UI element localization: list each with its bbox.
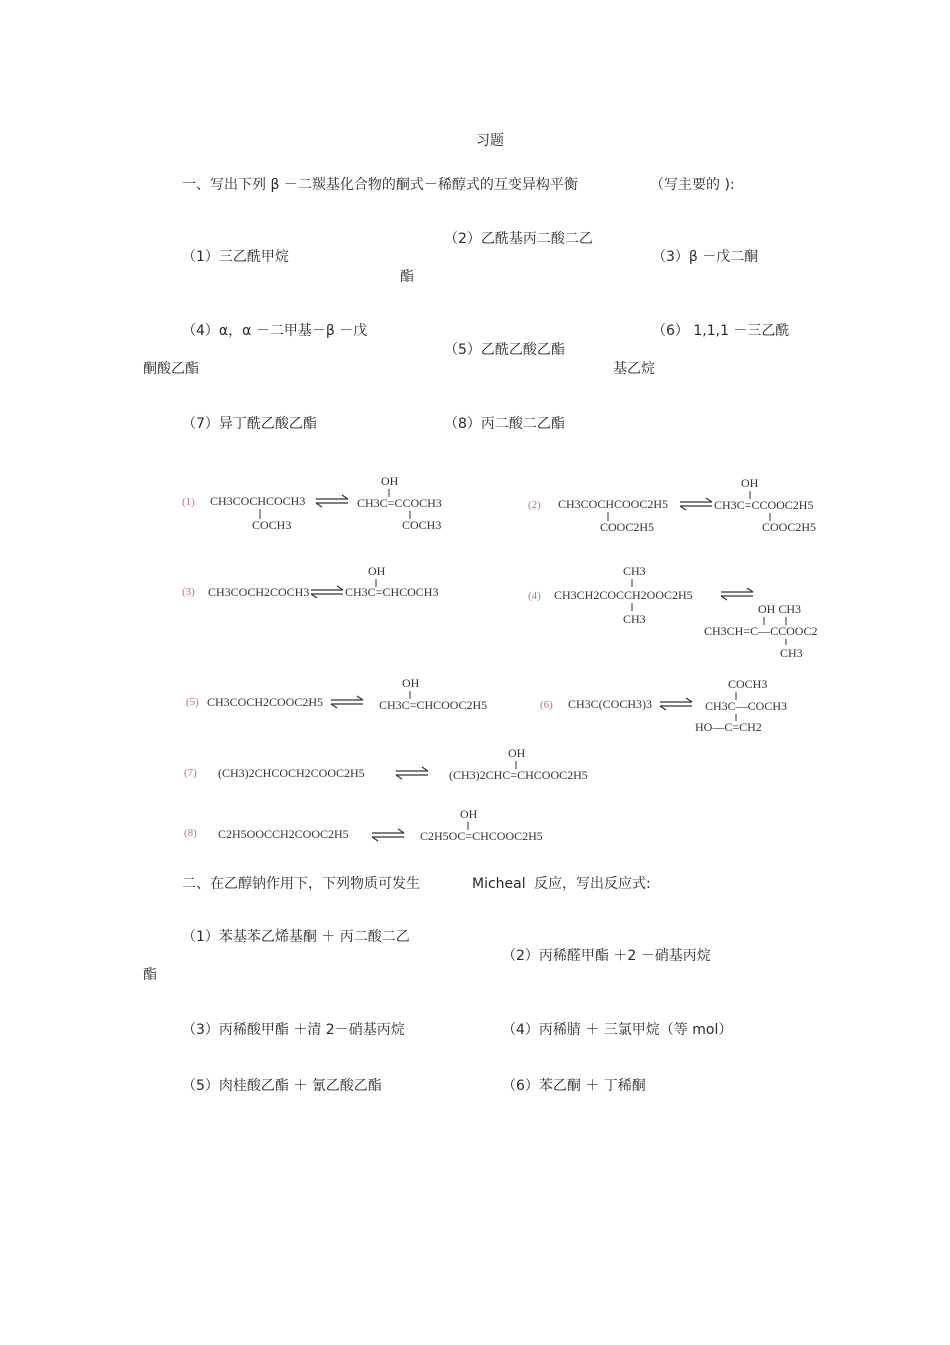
reaction-4-right: CH3CH=C—CCOOC2 xyxy=(704,624,818,638)
reaction-6-right-sub: HO—C=CH2 xyxy=(695,720,762,734)
reaction-1-left: CH3COCHCOCH3 xyxy=(210,494,306,508)
reaction-5-right-oh: OH xyxy=(402,676,420,690)
reaction-4-right-sub: CH3 xyxy=(780,646,803,660)
s1-item-6: （6） 1,1,1 －三乙酰 xyxy=(652,323,790,339)
reaction-2-left-sub: COOC2H5 xyxy=(600,520,655,534)
reaction-5 xyxy=(186,676,487,712)
reaction-6-left: CH3C(COCH3)3 xyxy=(568,697,653,711)
page-title: 习题 xyxy=(476,133,504,149)
reaction-4 xyxy=(528,564,817,660)
reaction-8-right-oh: OH xyxy=(460,807,478,821)
s2-item-5: （5）肉桂酸乙酯 ＋ 氰乙酸乙酯 xyxy=(182,1078,382,1094)
reaction-6 xyxy=(540,677,787,734)
s2-item-4: （4）丙稀腈 ＋ 三氯甲烷（等 mol） xyxy=(502,1022,733,1038)
reaction-2-right-sub: COOC2H5 xyxy=(762,520,817,534)
reaction-5-left: CH3COCH2COOC2H5 xyxy=(207,695,324,709)
reaction-6-right: CH3C—COCH3 xyxy=(705,699,788,713)
s2-item-1-wrap: 酯 xyxy=(143,967,157,983)
reaction-6-number: (6) xyxy=(540,699,553,711)
reaction-schemes xyxy=(0,465,950,865)
s1-item-2-wrap: 酯 xyxy=(400,269,414,285)
s1-item-3: （3）β －戊二酮 xyxy=(652,249,759,265)
reaction-7-right-oh: OH xyxy=(508,746,526,760)
section2-heading-tail: 反应，写出反应式: xyxy=(534,876,651,892)
reaction-3-number: (3) xyxy=(182,586,195,598)
s2-item-1: （1）苯基苯乙烯基酮 ＋ 丙二酸二乙 xyxy=(182,929,410,945)
reaction-7-number: (7) xyxy=(184,767,197,779)
reaction-6-right-top: COCH3 xyxy=(728,677,768,691)
reaction-4-left: CH3CH2COCCH2OOC2H5 xyxy=(554,588,693,602)
s1-item-7: （7）异丁酰乙酸乙酯 xyxy=(182,416,317,432)
reaction-8-right: C2H5OC=CHCOOC2H5 xyxy=(420,829,543,843)
s1-item-4: （4）α，α －二甲基－β －戊 xyxy=(182,323,368,339)
reaction-3 xyxy=(182,564,438,599)
reaction-2-left: CH3COCHCOOC2H5 xyxy=(558,497,669,511)
reaction-4-left-top: CH3 xyxy=(623,564,646,578)
reaction-3-right: CH3C=CHCOCH3 xyxy=(345,585,439,599)
reaction-3-left: CH3COCH2COCH3 xyxy=(208,585,310,599)
section1-heading: 一、写出下列 β －二羰基化合物的酮式－稀醇式的互变异构平衡 xyxy=(182,177,578,193)
reaction-7-right: (CH3)2CHC=CHCOOC2H5 xyxy=(449,768,588,782)
reaction-1-left-sub: COCH3 xyxy=(252,518,292,532)
reaction-7 xyxy=(184,746,588,782)
reaction-2 xyxy=(528,476,816,534)
reaction-4-left-bot: CH3 xyxy=(623,612,646,626)
s2-item-3: （3）丙稀酸甲酯 ＋清 2－硝基丙烷 xyxy=(182,1022,405,1038)
section2-heading: 二、在乙醇钠作用下，下列物质可发生 xyxy=(182,876,420,892)
reaction-1-right-sub: COCH3 xyxy=(402,518,442,532)
reaction-5-number: (5) xyxy=(186,696,199,708)
s1-item-1: （1）三乙酰甲烷 xyxy=(182,249,289,265)
s2-item-2: （2）丙稀醛甲酯 ＋2 －硝基丙烷 xyxy=(502,948,711,964)
s1-item-8: （8）丙二酸二乙酯 xyxy=(444,416,565,432)
reaction-5-right: CH3C=CHCOOC2H5 xyxy=(379,698,488,712)
reaction-2-number: (2) xyxy=(528,499,541,511)
s1-item-6-wrap: 基乙烷 xyxy=(613,361,655,377)
reaction-8-left: C2H5OOCCH2COOC2H5 xyxy=(218,827,349,841)
s1-item-2: （2）乙酰基丙二酸二乙 xyxy=(444,231,593,247)
reaction-1-number: (1) xyxy=(182,496,195,508)
reaction-1 xyxy=(182,474,442,532)
reaction-4-number: (4) xyxy=(528,590,541,602)
reaction-1-right: CH3C=CCOCH3 xyxy=(357,496,442,510)
reaction-2-right-oh: OH xyxy=(741,476,759,490)
section1-note: （写主要的 ): xyxy=(650,177,735,193)
reaction-8 xyxy=(184,807,543,843)
reaction-4-right-oh: OH CH3 xyxy=(758,602,802,616)
s1-item-4-wrap: 酮酸乙酯 xyxy=(143,361,199,377)
reaction-3-right-oh: OH xyxy=(368,564,386,578)
reaction-1-right-oh: OH xyxy=(381,474,399,488)
reaction-8-number: (8) xyxy=(184,827,197,839)
s1-item-5: （5）乙酰乙酸乙酯 xyxy=(444,342,565,358)
reaction-2-right: CH3C=CCOOC2H5 xyxy=(714,498,814,512)
reaction-7-left: (CH3)2CHCOCH2COOC2H5 xyxy=(218,766,365,780)
s2-item-6: （6）苯乙酮 ＋ 丁稀酮 xyxy=(502,1078,646,1094)
section2-heading-term: Micheal xyxy=(472,876,526,892)
